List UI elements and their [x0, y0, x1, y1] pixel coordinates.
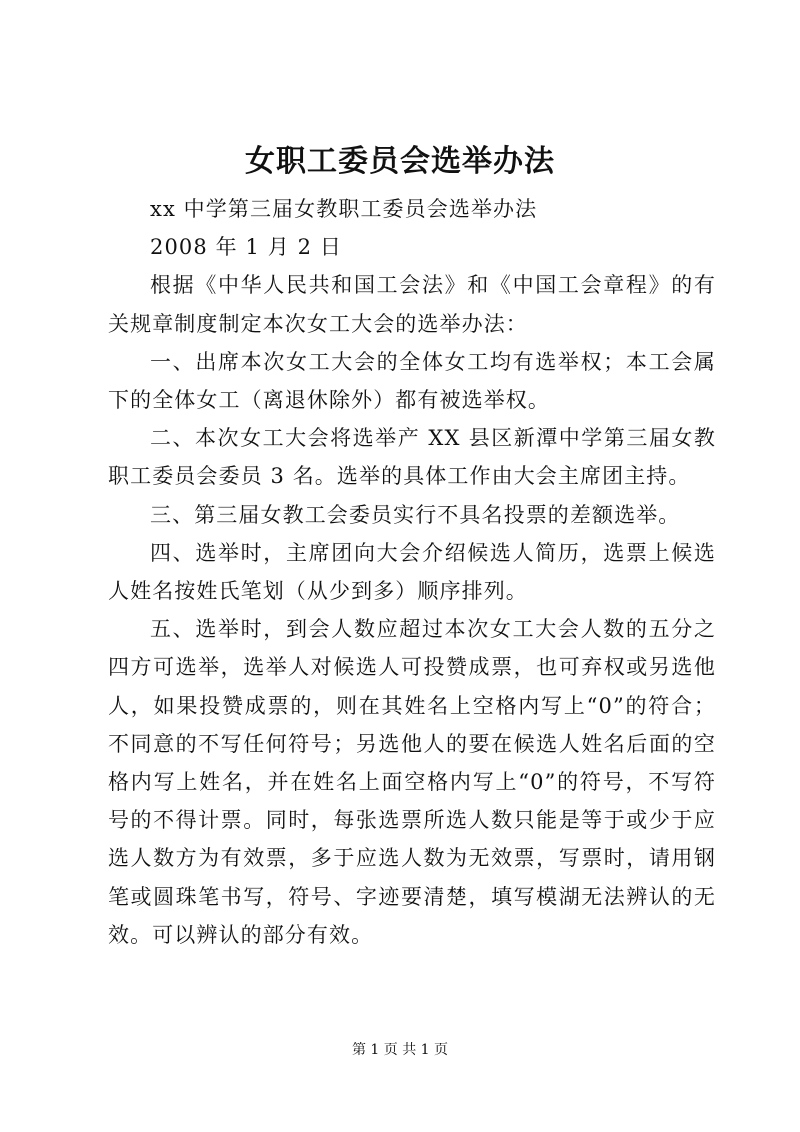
- subtitle-paragraph: xx 中学第三届女教职工委员会选举办法: [150, 197, 538, 221]
- article-1-paragraph: 一、出席本次女工大会的全体女工均有选举权；本工会属下的全体女工（离退休除外）都有被选举权。: [108, 349, 716, 413]
- date-paragraph: 2008 年 1 月 2 日: [150, 235, 342, 260]
- article-5-paragraph: 五、选举时，到会人数应超过本次女工大会人数的五分之四方可选举，选举人对候选人可投赞成票，也可弃权或另选他人，如果投赞成票的，则在其姓名上空格内写上“0”的符合；不同意的不写任何符号；另选他人的要在候选人姓名后面的空格内写上姓名，并在姓名上面空格内写上“0”的符号，不写符号的不得计票。同时，每张选票所选人数只能是等于或少于应选人数方为有效票，多于应选人数为无效票，写票时，请用钢笔或圆珠笔书写，符号、字迹要清楚，填写模湖无法辨认的无效。可以辨认的部分有效。: [108, 617, 716, 947]
- document-title: 女职工委员会选举办法: [245, 144, 555, 179]
- intro-paragraph: 根据《中华人民共和国工会法》和《中国工会章程》的有关规章制度制定本次女工大会的选举办法：: [108, 273, 716, 336]
- article-4-paragraph: 四、选举时，主席团向大会介绍候选人简历，选票上候选人姓名按姓氏笔划（从少到多）顺序排列。: [108, 540, 716, 604]
- article-2-paragraph: 二、本次女工大会将选举产 XX 县区新潭中学第三届女教职工委员会委员 3 名。选举的具体工作由大会主席团主持。: [108, 426, 716, 489]
- page-number-footer: 第 1 页 共 1 页: [351, 1042, 449, 1058]
- article-3-paragraph: 三、第三届女教工会委员实行不具名投票的差额选举。: [150, 502, 681, 527]
- document-body: [108, 190, 716, 954]
